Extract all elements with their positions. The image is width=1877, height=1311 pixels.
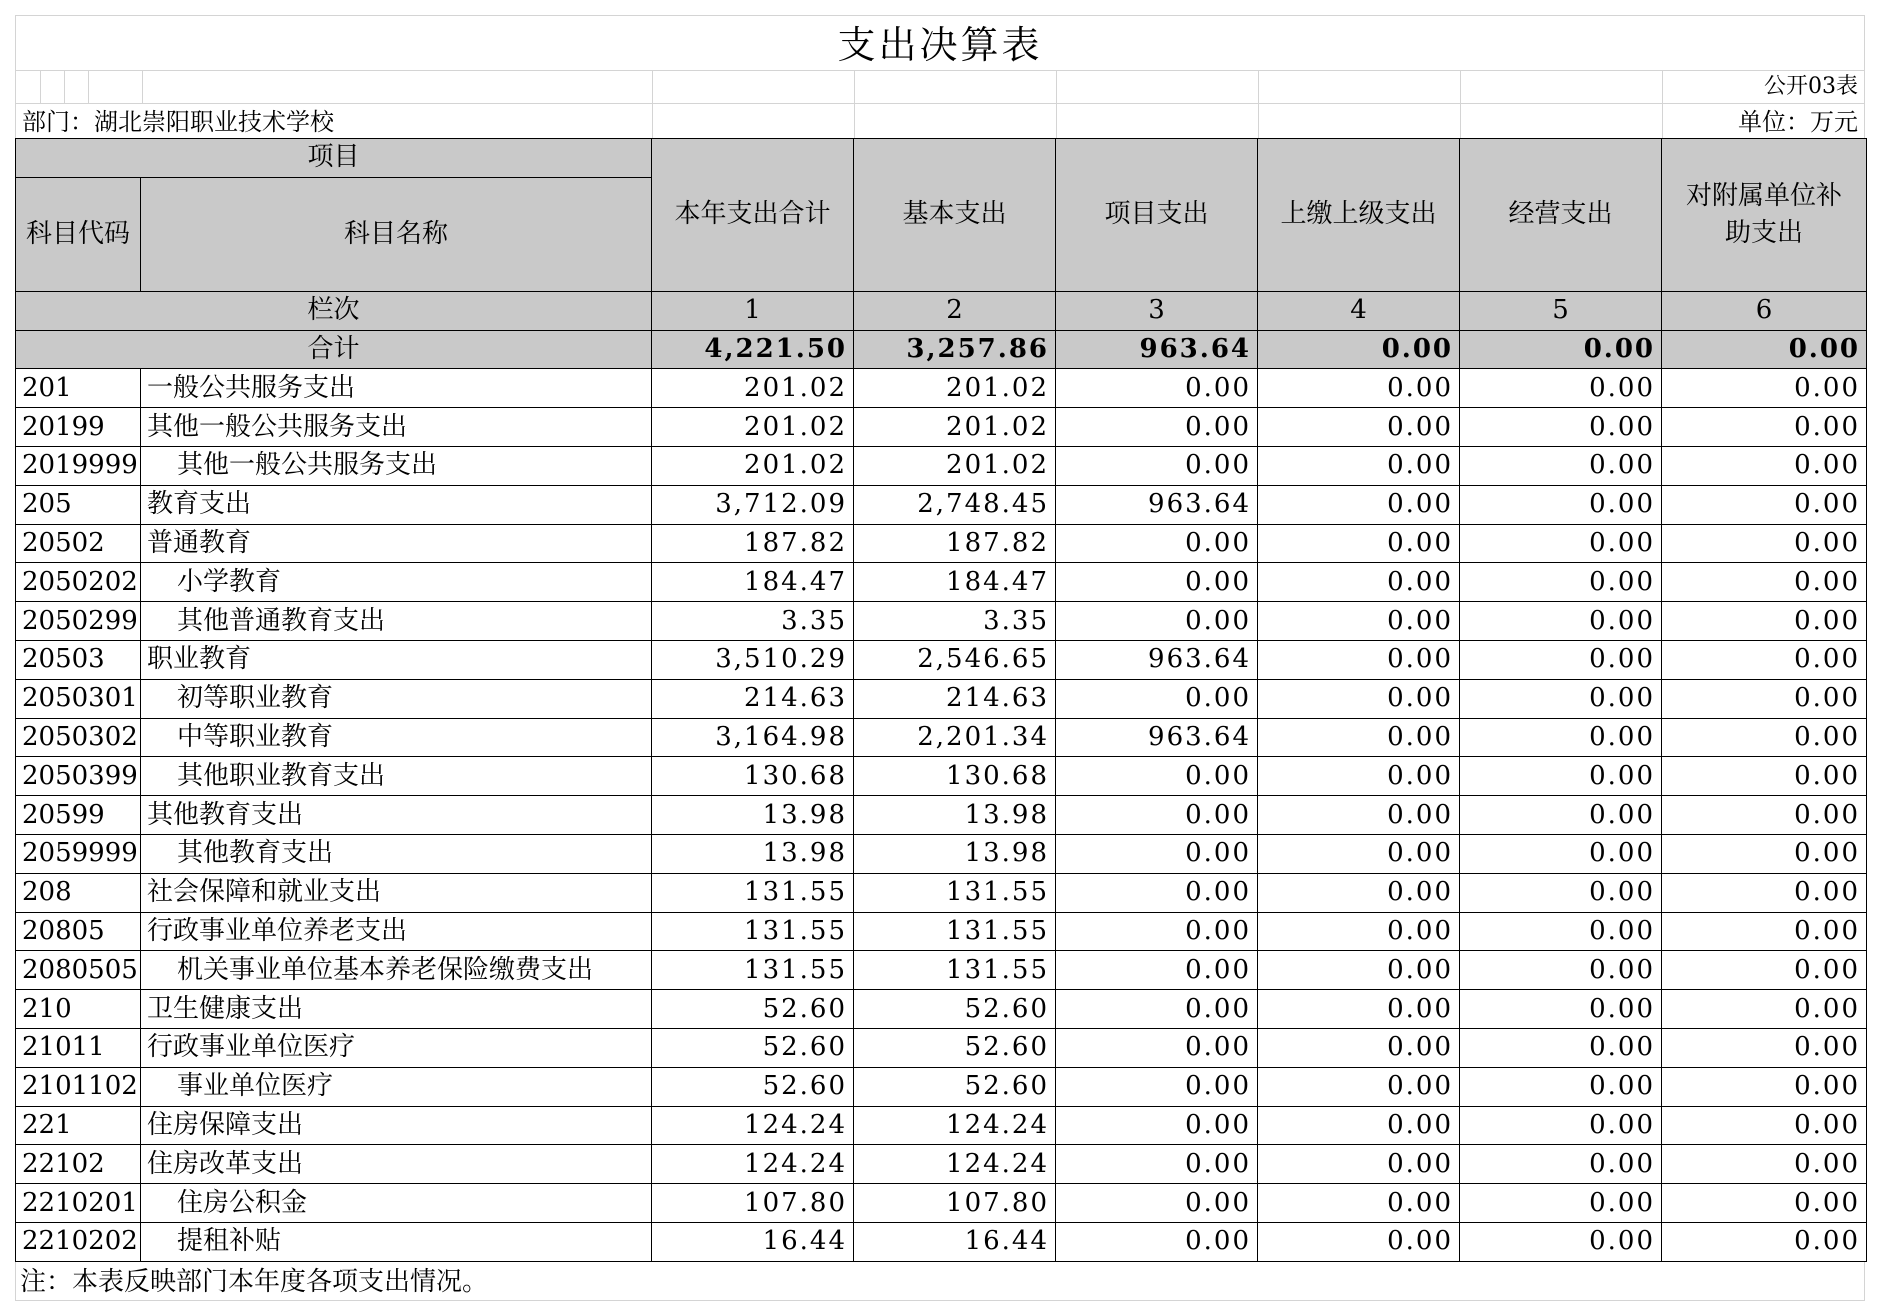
col-number: 1 [652,291,854,330]
amount-cell: 3.35 [854,602,1056,641]
table-row [16,757,1867,796]
subject-code: 21011 [16,1028,141,1067]
amount-cell: 0.00 [1662,1067,1867,1106]
amount-cell: 131.55 [652,912,854,951]
amount-cell: 0.00 [1662,640,1867,679]
subject-name: 其他教育支出 [141,834,652,873]
subject-name: 职业教育 [141,640,652,679]
amount-cell: 124.24 [652,1145,854,1184]
total-row [16,330,1867,369]
amount-cell: 16.44 [652,1222,854,1261]
amount-cell: 0.00 [1258,640,1460,679]
amount-cell: 130.68 [854,757,1056,796]
subject-name: 提租补贴 [141,1222,652,1261]
amount-cell: 187.82 [854,524,1056,563]
amount-cell: 0.00 [1056,796,1258,835]
amount-cell: 0.00 [1662,446,1867,485]
amount-cell: 0.00 [1056,757,1258,796]
amount-cell: 0.00 [1662,757,1867,796]
amount-cell: 0.00 [1258,563,1460,602]
table-row [16,563,1867,602]
amount-cell: 963.64 [1056,718,1258,757]
header-name: 科目名称 [141,177,652,291]
amount-cell: 124.24 [652,1106,854,1145]
table-row [16,640,1867,679]
header-total-expense: 本年支出合计 [652,139,854,292]
total-value: 0.00 [1460,330,1662,369]
amount-cell: 0.00 [1258,912,1460,951]
amount-cell: 0.00 [1662,408,1867,447]
amount-cell: 131.55 [652,873,854,912]
subject-code: 2210201 [16,1184,141,1223]
amount-cell: 0.00 [1460,1222,1662,1261]
amount-cell: 0.00 [1258,446,1460,485]
subject-name: 卫生健康支出 [141,990,652,1029]
amount-cell: 0.00 [1258,1067,1460,1106]
amount-cell: 0.00 [1662,718,1867,757]
subject-name: 一般公共服务支出 [141,369,652,408]
col-number: 6 [1662,291,1867,330]
amount-cell: 13.98 [652,796,854,835]
amount-cell: 0.00 [1056,951,1258,990]
amount-cell: 0.00 [1258,408,1460,447]
amount-cell: 0.00 [1258,1222,1460,1261]
subject-code: 201 [16,369,141,408]
subject-code: 2050301 [16,679,141,718]
amount-cell: 0.00 [1056,1106,1258,1145]
amount-cell: 0.00 [1258,1028,1460,1067]
amount-cell: 0.00 [1258,1145,1460,1184]
amount-cell: 13.98 [854,796,1056,835]
amount-cell: 0.00 [1258,796,1460,835]
amount-cell: 0.00 [1258,873,1460,912]
amount-cell: 187.82 [652,524,854,563]
amount-cell: 16.44 [854,1222,1056,1261]
header-subsidiary-subsidy: 对附属单位补助支出 [1662,139,1867,292]
col-number: 3 [1056,291,1258,330]
table-row [16,1028,1867,1067]
table-row [16,990,1867,1029]
amount-cell: 0.00 [1662,563,1867,602]
amount-cell: 0.00 [1056,990,1258,1029]
header-business-expense: 经营支出 [1460,139,1662,292]
col-number: 5 [1460,291,1662,330]
amount-cell: 0.00 [1460,679,1662,718]
amount-cell: 52.60 [652,1067,854,1106]
amount-cell: 0.00 [1460,1145,1662,1184]
amount-cell: 0.00 [1662,990,1867,1029]
amount-cell: 0.00 [1460,408,1662,447]
amount-cell: 0.00 [1460,912,1662,951]
total-value: 0.00 [1662,330,1867,369]
amount-cell: 0.00 [1056,563,1258,602]
subject-name: 中等职业教育 [141,718,652,757]
subject-code: 2050302 [16,718,141,757]
subject-name: 机关事业单位基本养老保险缴费支出 [141,951,652,990]
amount-cell: 0.00 [1056,1145,1258,1184]
table-row [16,679,1867,718]
amount-cell: 107.80 [854,1184,1056,1223]
amount-cell: 0.00 [1460,796,1662,835]
amount-cell: 0.00 [1662,951,1867,990]
table-row [16,446,1867,485]
subject-code: 2080505 [16,951,141,990]
subject-code: 2019999 [16,446,141,485]
amount-cell: 0.00 [1662,679,1867,718]
footnote: 注：本表反映部门本年度各项支出情况。 [15,1262,1865,1301]
amount-cell: 131.55 [854,951,1056,990]
amount-cell: 0.00 [1258,834,1460,873]
header-upper-remit: 上缴上级支出 [1258,139,1460,292]
subject-name: 住房公积金 [141,1184,652,1223]
table-row [16,1184,1867,1223]
amount-cell: 0.00 [1258,524,1460,563]
amount-cell: 184.47 [854,563,1056,602]
amount-cell: 0.00 [1662,1184,1867,1223]
amount-cell: 0.00 [1460,718,1662,757]
table-row [16,1222,1867,1261]
amount-cell: 0.00 [1662,1145,1867,1184]
amount-cell: 0.00 [1056,912,1258,951]
department-label: 部门：湖北崇阳职业技术学校 [22,108,334,136]
amount-cell: 0.00 [1056,1067,1258,1106]
sheet-title: 支出决算表 [15,15,1865,70]
amount-cell: 124.24 [854,1145,1056,1184]
amount-cell: 0.00 [1460,640,1662,679]
header-basic-expense: 基本支出 [854,139,1056,292]
table-row [16,1067,1867,1106]
amount-cell: 107.80 [652,1184,854,1223]
subject-code: 2050202 [16,563,141,602]
subject-name: 行政事业单位养老支出 [141,912,652,951]
subject-name: 事业单位医疗 [141,1067,652,1106]
subject-code: 205 [16,485,141,524]
subject-code: 20199 [16,408,141,447]
subject-code: 210 [16,990,141,1029]
amount-cell: 0.00 [1662,834,1867,873]
amount-cell: 0.00 [1258,679,1460,718]
amount-cell: 0.00 [1258,718,1460,757]
amount-cell: 201.02 [854,369,1056,408]
subject-code: 2059999 [16,834,141,873]
amount-cell: 0.00 [1056,679,1258,718]
amount-cell: 0.00 [1258,951,1460,990]
amount-cell: 0.00 [1662,1106,1867,1145]
amount-cell: 0.00 [1662,912,1867,951]
amount-cell: 201.02 [854,446,1056,485]
amount-cell: 3,164.98 [652,718,854,757]
table-row [16,834,1867,873]
amount-cell: 0.00 [1056,1184,1258,1223]
amount-cell: 0.00 [1056,602,1258,641]
table-row [16,1145,1867,1184]
amount-cell: 131.55 [652,951,854,990]
amount-cell: 0.00 [1056,873,1258,912]
amount-cell: 52.60 [854,1028,1056,1067]
amount-cell: 0.00 [1662,602,1867,641]
amount-cell: 0.00 [1056,369,1258,408]
unit-label: 单位：万元 [1738,108,1858,136]
expenditure-sheet [15,15,1865,1301]
subject-code: 2050399 [16,757,141,796]
amount-cell: 0.00 [1258,990,1460,1029]
subject-code: 2050299 [16,602,141,641]
amount-cell: 0.00 [1460,563,1662,602]
amount-cell: 52.60 [854,1067,1056,1106]
form-code-row [15,70,1865,103]
subject-code: 2210202 [16,1222,141,1261]
total-label: 合计 [16,330,652,369]
table-row [16,408,1867,447]
subject-name: 其他一般公共服务支出 [141,446,652,485]
amount-cell: 3,510.29 [652,640,854,679]
table-row [16,873,1867,912]
amount-cell: 0.00 [1258,1184,1460,1223]
table-row [16,1106,1867,1145]
amount-cell: 52.60 [854,990,1056,1029]
amount-cell: 0.00 [1056,1028,1258,1067]
col-number: 2 [854,291,1056,330]
amount-cell: 0.00 [1662,369,1867,408]
amount-cell: 131.55 [854,912,1056,951]
subject-name: 住房改革支出 [141,1145,652,1184]
amount-cell: 13.98 [854,834,1056,873]
amount-cell: 3,712.09 [652,485,854,524]
amount-cell: 201.02 [854,408,1056,447]
amount-cell: 0.00 [1662,485,1867,524]
header-project-expense: 项目支出 [1056,139,1258,292]
subject-name: 其他一般公共服务支出 [141,408,652,447]
amount-cell: 0.00 [1056,834,1258,873]
amount-cell: 3.35 [652,602,854,641]
amount-cell: 963.64 [1056,485,1258,524]
table-row [16,369,1867,408]
subject-name: 行政事业单位医疗 [141,1028,652,1067]
amount-cell: 0.00 [1258,369,1460,408]
amount-cell: 214.63 [854,679,1056,718]
amount-cell: 0.00 [1460,524,1662,563]
header-lanci: 栏次 [16,291,652,330]
subject-code: 20599 [16,796,141,835]
subject-name: 教育支出 [141,485,652,524]
subject-code: 20805 [16,912,141,951]
table-row [16,796,1867,835]
subject-code: 2101102 [16,1067,141,1106]
header-project: 项目 [16,139,652,178]
subject-name: 其他职业教育支出 [141,757,652,796]
amount-cell: 0.00 [1460,990,1662,1029]
amount-cell: 52.60 [652,1028,854,1067]
subject-code: 208 [16,873,141,912]
amount-cell: 0.00 [1460,951,1662,990]
amount-cell: 0.00 [1662,1222,1867,1261]
amount-cell: 0.00 [1460,446,1662,485]
subject-name: 小学教育 [141,563,652,602]
subject-name: 社会保障和就业支出 [141,873,652,912]
amount-cell: 0.00 [1662,873,1867,912]
subject-name: 其他教育支出 [141,796,652,835]
subject-code: 20502 [16,524,141,563]
subject-code: 22102 [16,1145,141,1184]
amount-cell: 0.00 [1460,485,1662,524]
table-row [16,912,1867,951]
total-value: 0.00 [1258,330,1460,369]
amount-cell: 0.00 [1258,1106,1460,1145]
amount-cell: 201.02 [652,446,854,485]
table-row [16,524,1867,563]
amount-cell: 201.02 [652,369,854,408]
amount-cell: 2,201.34 [854,718,1056,757]
amount-cell: 0.00 [1460,757,1662,796]
subject-code: 221 [16,1106,141,1145]
total-value: 3,257.86 [854,330,1056,369]
department-row [15,103,1865,138]
amount-cell: 0.00 [1258,602,1460,641]
amount-cell: 0.00 [1460,1067,1662,1106]
amount-cell: 131.55 [854,873,1056,912]
amount-cell: 201.02 [652,408,854,447]
subject-name: 初等职业教育 [141,679,652,718]
amount-cell: 2,748.45 [854,485,1056,524]
amount-cell: 0.00 [1460,1106,1662,1145]
form-code: 公开03表 [1764,74,1858,99]
amount-cell: 0.00 [1056,408,1258,447]
amount-cell: 2,546.65 [854,640,1056,679]
amount-cell: 124.24 [854,1106,1056,1145]
table-row [16,602,1867,641]
table-row [16,951,1867,990]
subject-name: 普通教育 [141,524,652,563]
amount-cell: 0.00 [1662,1028,1867,1067]
amount-cell: 214.63 [652,679,854,718]
amount-cell: 0.00 [1056,446,1258,485]
amount-cell: 0.00 [1258,757,1460,796]
subject-code: 20503 [16,640,141,679]
amount-cell: 0.00 [1056,1222,1258,1261]
amount-cell: 0.00 [1460,369,1662,408]
amount-cell: 0.00 [1258,485,1460,524]
expenditure-table [15,138,1867,1262]
total-value: 4,221.50 [652,330,854,369]
amount-cell: 0.00 [1662,524,1867,563]
col-number: 4 [1258,291,1460,330]
amount-cell: 0.00 [1460,873,1662,912]
table-row [16,485,1867,524]
amount-cell: 184.47 [652,563,854,602]
amount-cell: 0.00 [1460,1184,1662,1223]
amount-cell: 0.00 [1662,796,1867,835]
header-code: 科目代码 [16,177,141,291]
amount-cell: 963.64 [1056,640,1258,679]
table-row [16,718,1867,757]
amount-cell: 0.00 [1056,524,1258,563]
amount-cell: 13.98 [652,834,854,873]
amount-cell: 0.00 [1460,1028,1662,1067]
subject-name: 住房保障支出 [141,1106,652,1145]
amount-cell: 0.00 [1460,834,1662,873]
amount-cell: 52.60 [652,990,854,1029]
amount-cell: 130.68 [652,757,854,796]
amount-cell: 0.00 [1460,602,1662,641]
subject-name: 其他普通教育支出 [141,602,652,641]
total-value: 963.64 [1056,330,1258,369]
